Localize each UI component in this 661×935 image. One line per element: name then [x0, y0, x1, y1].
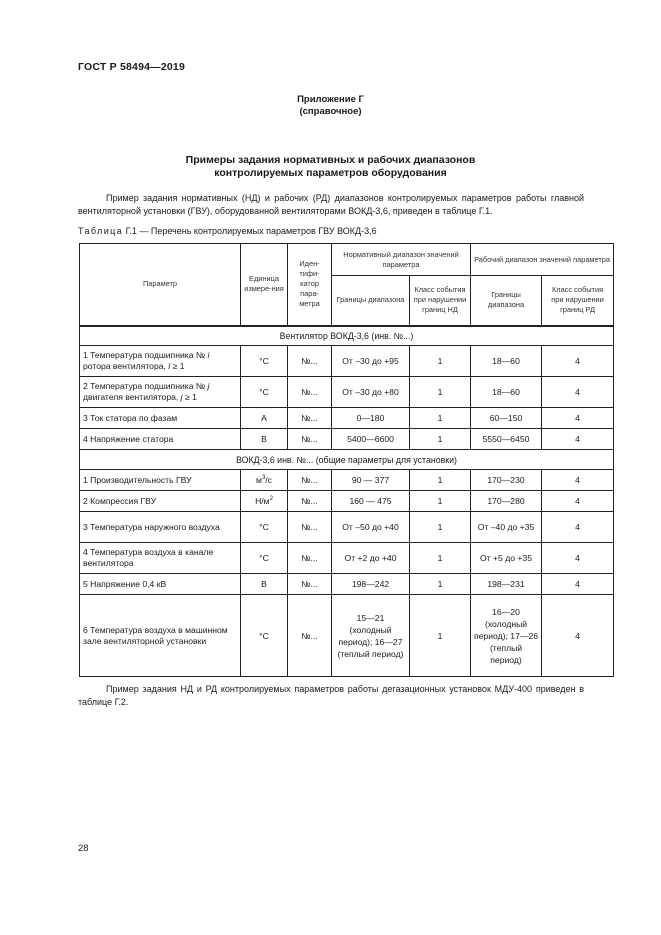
cell-ident: №... [288, 429, 332, 450]
cell-param: 3 Температура наружного воздуха [80, 512, 241, 543]
page-number: 28 [78, 843, 89, 854]
cell-nd-bounds: От +2 до +40 [332, 543, 410, 574]
cell-param: 4 Температура воздуха в канале вентилятора [80, 543, 241, 574]
cell-rd-class: 4 [542, 470, 614, 491]
section-heading-line1: Примеры задания нормативных и рабочих диапазонов [185, 154, 476, 166]
cell-param: 6 Температура воздуха в машинном зале вентиляторной установки [80, 595, 241, 677]
cell-nd-class: 1 [410, 512, 471, 543]
cell-rd-class: 4 [542, 346, 614, 377]
cell-nd-class: 1 [410, 470, 471, 491]
cell-unit: $Н/м^2$ [241, 491, 288, 512]
table-row [80, 491, 614, 512]
header-rd-group: Рабочий диапазон значений параметра [471, 244, 614, 276]
table-row [80, 429, 614, 450]
cell-nd-bounds: 90 — 377 [332, 470, 410, 491]
cell-nd-bounds: От –30 до +95 [332, 346, 410, 377]
cell-unit: °С [241, 543, 288, 574]
header-rd-bounds: Границы диапазона [471, 276, 542, 326]
cell-unit: В [241, 574, 288, 595]
table-row [80, 595, 614, 677]
header-ident: Иден-тифи-катор пара-метра [288, 244, 332, 326]
cell-unit: А [241, 408, 288, 429]
section-row-installation: ВОКД-3,6 инв. №... (общие параметры для установки) [80, 450, 614, 470]
table-row [80, 470, 614, 491]
cell-unit: °С [241, 377, 288, 408]
appendix-title: Приложение Г [297, 94, 364, 105]
intro-text: Пример задания нормативных (НД) и рабочих (РД) диапазонов контролируемых параметров работы главной вентиляторной установки (ГВУ), оборудованной вентиляторами ВОКД-3,6, приведен в таблице Г.1. [78, 193, 584, 216]
cell-unit: °С [241, 346, 288, 377]
header-nd-class: Класс события при нарушении границ НД [410, 276, 471, 326]
cell-ident: №... [288, 470, 332, 491]
table-caption-text: Г.1 — Перечень контролируемых параметров ГВУ ВОКД-3,6 [123, 226, 377, 236]
cell-rd-bounds: 18—60 [471, 377, 542, 408]
header-rd-class: Класс события при нарушении границ РД [542, 276, 614, 326]
cell-nd-bounds: 0—180 [332, 408, 410, 429]
header-nd-bounds: Границы диапазона [332, 276, 410, 326]
cell-nd-class: 1 [410, 543, 471, 574]
cell-param: 2 Температура подшипника № j двигателя вентилятора, j ≥ 1 [80, 377, 241, 408]
cell-rd-bounds: 170—230 [471, 470, 542, 491]
table-caption [78, 226, 377, 236]
cell-ident: №... [288, 512, 332, 543]
cell-nd-bounds: От –30 до +80 [332, 377, 410, 408]
table-caption-prefix: Таблица [78, 226, 124, 236]
cell-param: 2 Компрессия ГВУ [80, 491, 241, 512]
cell-ident: №... [288, 408, 332, 429]
cell-unit: °С [241, 595, 288, 677]
cell-rd-class: 4 [542, 491, 614, 512]
cell-rd-bounds: 18—60 [471, 346, 542, 377]
header-param: Параметр [80, 244, 241, 326]
cell-nd-class: 1 [410, 408, 471, 429]
header-nd-group: Нормативный диапазон значений параметра [332, 244, 471, 276]
table-row [80, 574, 614, 595]
table-row [80, 346, 614, 377]
cell-ident: №... [288, 346, 332, 377]
section-row-fan: Вентилятор ВОКД-3,6 (инв. №...) [80, 326, 614, 346]
cell-ident: №... [288, 491, 332, 512]
cell-nd-class: 1 [410, 491, 471, 512]
cell-nd-class: 1 [410, 574, 471, 595]
cell-rd-class: 4 [542, 543, 614, 574]
document-code: ГОСТ Р 58494—2019 [78, 61, 186, 73]
cell-nd-class: 1 [410, 377, 471, 408]
intro-paragraph [78, 192, 584, 218]
cell-nd-class: 1 [410, 346, 471, 377]
cell-nd-bounds: 160 — 475 [332, 491, 410, 512]
cell-nd-bounds: 5400—6600 [332, 429, 410, 450]
table-row [80, 543, 614, 574]
cell-rd-class: 4 [542, 408, 614, 429]
cell-ident: №... [288, 595, 332, 677]
cell-rd-bounds: От +5 до +35 [471, 543, 542, 574]
cell-unit: $м^3/с$ [241, 470, 288, 491]
cell-rd-class: 4 [542, 377, 614, 408]
cell-rd-class: 4 [542, 595, 614, 677]
cell-rd-bounds: 5550—6450 [471, 429, 542, 450]
cell-ident: №... [288, 543, 332, 574]
header-unit: Единица измере-ния [241, 244, 288, 326]
cell-rd-bounds: 198—231 [471, 574, 542, 595]
table-row [80, 512, 614, 543]
cell-unit: °С [241, 512, 288, 543]
cell-ident: №... [288, 377, 332, 408]
cell-rd-bounds: 60—150 [471, 408, 542, 429]
cell-nd-bounds: От –50 до +40 [332, 512, 410, 543]
cell-unit: В [241, 429, 288, 450]
cell-ident: №... [288, 574, 332, 595]
outro-paragraph [78, 683, 584, 709]
cell-rd-bounds: От –40 до +35 [471, 512, 542, 543]
cell-param: 3 Ток статора по фазам [80, 408, 241, 429]
cell-param: 1 Температура подшипника № i ротора вентилятора, i ≥ 1 [80, 346, 241, 377]
appendix-subtitle: (справочное) [299, 106, 362, 117]
cell-rd-bounds: 170—280 [471, 491, 542, 512]
cell-param: 1 Производительность ГВУ [80, 470, 241, 491]
cell-nd-bounds: 198—242 [332, 574, 410, 595]
cell-rd-class: 4 [542, 512, 614, 543]
parameters-table [79, 243, 614, 677]
section-heading-line2: контролируемых параметров оборудования [214, 167, 447, 179]
cell-nd-bounds: 15—21 (холодный период); 16—27 (теплый период) [332, 595, 410, 677]
cell-rd-class: 4 [542, 574, 614, 595]
cell-nd-class: 1 [410, 595, 471, 677]
outro-text: Пример задания НД и РД контролируемых параметров работы дегазационных установок МДУ-400 приведен в таблице Г.2. [78, 684, 584, 707]
cell-param: 5 Напряжение 0,4 кВ [80, 574, 241, 595]
cell-rd-class: 4 [542, 429, 614, 450]
cell-param: 4 Напряжение статора [80, 429, 241, 450]
table-row [80, 377, 614, 408]
table-row [80, 408, 614, 429]
cell-rd-bounds: 16—20 (холодный период); 17—26 (теплый период) [471, 595, 542, 677]
cell-nd-class: 1 [410, 429, 471, 450]
